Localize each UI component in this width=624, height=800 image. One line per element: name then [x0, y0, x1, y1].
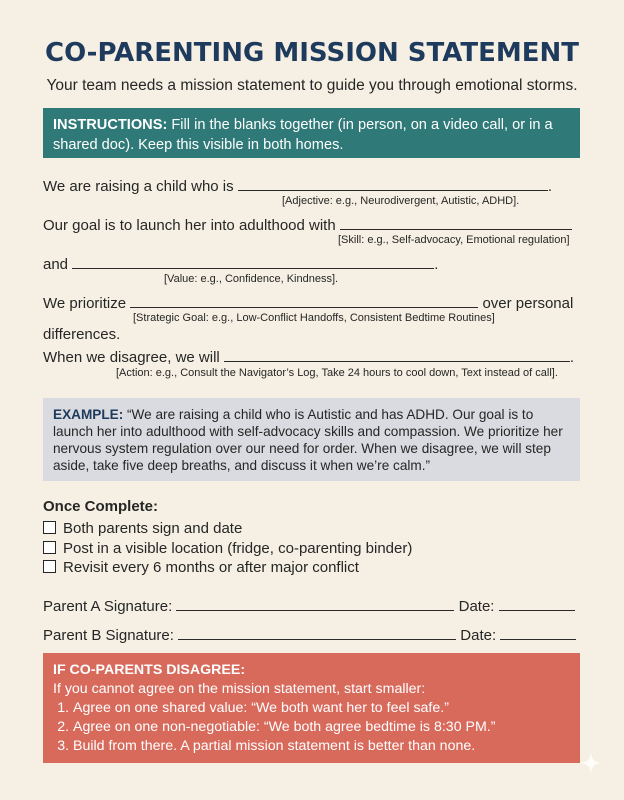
disagree-intro: If you cannot agree on the mission statement, start smaller: — [53, 681, 426, 697]
checklist-item-label: Both parents sign and date — [63, 520, 243, 537]
form-line-prioritize-after: over personal — [482, 295, 574, 312]
checkbox-post[interactable] — [43, 541, 56, 554]
parent-b-signature-field[interactable] — [178, 624, 456, 640]
page-subtitle: Your team needs a mission statement to guide you through emotional storms. — [46, 77, 578, 94]
form-line-prioritize-label: We prioritize — [43, 295, 127, 312]
parent-b-date-label: Date: — [460, 627, 497, 644]
strategic-goal-blank[interactable] — [130, 292, 478, 308]
child-adjective-blank[interactable] — [238, 175, 548, 191]
parent-b-date-field[interactable] — [500, 624, 576, 640]
form-line-value-end: . — [434, 256, 439, 273]
checkbox-revisit[interactable] — [43, 560, 56, 573]
checklist-item-label: Revisit every 6 months or after major conflict — [63, 559, 359, 576]
disagree-title: IF CO-PARENTS DISAGREE: — [53, 662, 246, 678]
checklist-item-label: Post in a visible location (fridge, co-parenting binder) — [63, 540, 413, 557]
example-text: “We are raising a child who is Autistic and has ADHD. Our goal is to launch her into adulthood with self-advocacy skills and compassion. We prioritize her nervous system regulation over our need for order. When we disagree, we will step aside, take five deep breaths, and discuss it when we’re calm.” — [53, 407, 563, 473]
value-hint: [Value: e.g., Confidence, Kindness]. — [164, 273, 339, 285]
parent-a-date-label: Date: — [458, 598, 495, 615]
disagree-box — [43, 653, 580, 763]
disagree-step: 1. Agree on one shared value: “We both want her to feel safe.” — [73, 699, 570, 718]
instructions-text: Fill in the blanks together (in person, on a video call, or in a shared doc). Keep this visible in both homes. — [53, 117, 553, 153]
instructions-box — [43, 108, 580, 158]
form-line-goal — [43, 214, 572, 234]
disagree-step: 2. Agree on one non-negotiable: “We both agree bedtime is 8:30 PM.” — [73, 718, 570, 737]
instructions-label: INSTRUCTIONS: — [53, 117, 168, 133]
checkbox-sign[interactable] — [43, 521, 56, 534]
form-line-disagree-label: When we disagree, we will — [43, 349, 220, 366]
parent-b-signature-label: Parent B Signature: — [43, 627, 174, 644]
value-blank[interactable] — [72, 253, 434, 269]
form-line-child-end: . — [547, 178, 552, 195]
example-label: EXAMPLE: — [53, 407, 124, 422]
form-line-value — [43, 253, 438, 273]
form-line-prioritize-cont: differences. — [43, 326, 121, 343]
sparkle-icon — [580, 752, 602, 774]
disagree-steps — [53, 699, 570, 756]
page-title: CO-PARENTING MISSION STATEMENT — [45, 38, 579, 68]
disagree-action-hint: [Action: e.g., Consult the Navigator’s Log, Take 24 hours to cool down, Text instead of call]. — [116, 367, 558, 379]
strategic-goal-hint: [Strategic Goal: e.g., Low-Conflict Handoffs, Consistent Bedtime Routines] — [133, 312, 495, 324]
disagree-action-blank[interactable] — [224, 346, 570, 362]
form-line-prioritize — [43, 292, 573, 312]
parent-b-signature-row — [43, 624, 576, 644]
parent-a-date-field[interactable] — [499, 595, 575, 611]
checklist-item — [43, 520, 242, 537]
form-line-value-label: and — [43, 256, 69, 273]
checklist-item — [43, 559, 359, 576]
parent-a-signature-row — [43, 595, 575, 615]
goal-skill-hint: [Skill: e.g., Self-advocacy, Emotional regulation] — [338, 234, 570, 246]
child-adjective-hint: [Adjective: e.g., Neurodivergent, Autistic, ADHD]. — [282, 195, 520, 207]
form-line-child — [43, 175, 552, 195]
form-line-disagree — [43, 346, 574, 366]
example-box — [43, 398, 580, 481]
once-complete-title: Once Complete: — [43, 498, 159, 515]
form-line-disagree-end: . — [569, 349, 575, 366]
disagree-step: 3. Build from there. A partial mission statement is better than none. — [73, 737, 570, 756]
parent-a-signature-field[interactable] — [176, 595, 454, 611]
parent-a-signature-label: Parent A Signature: — [43, 598, 173, 615]
form-line-child-label: We are raising a child who is — [43, 178, 234, 195]
checklist-item — [43, 540, 412, 557]
goal-skill-blank[interactable] — [340, 214, 572, 230]
form-line-goal-label: Our goal is to launch her into adulthood with — [43, 217, 336, 234]
